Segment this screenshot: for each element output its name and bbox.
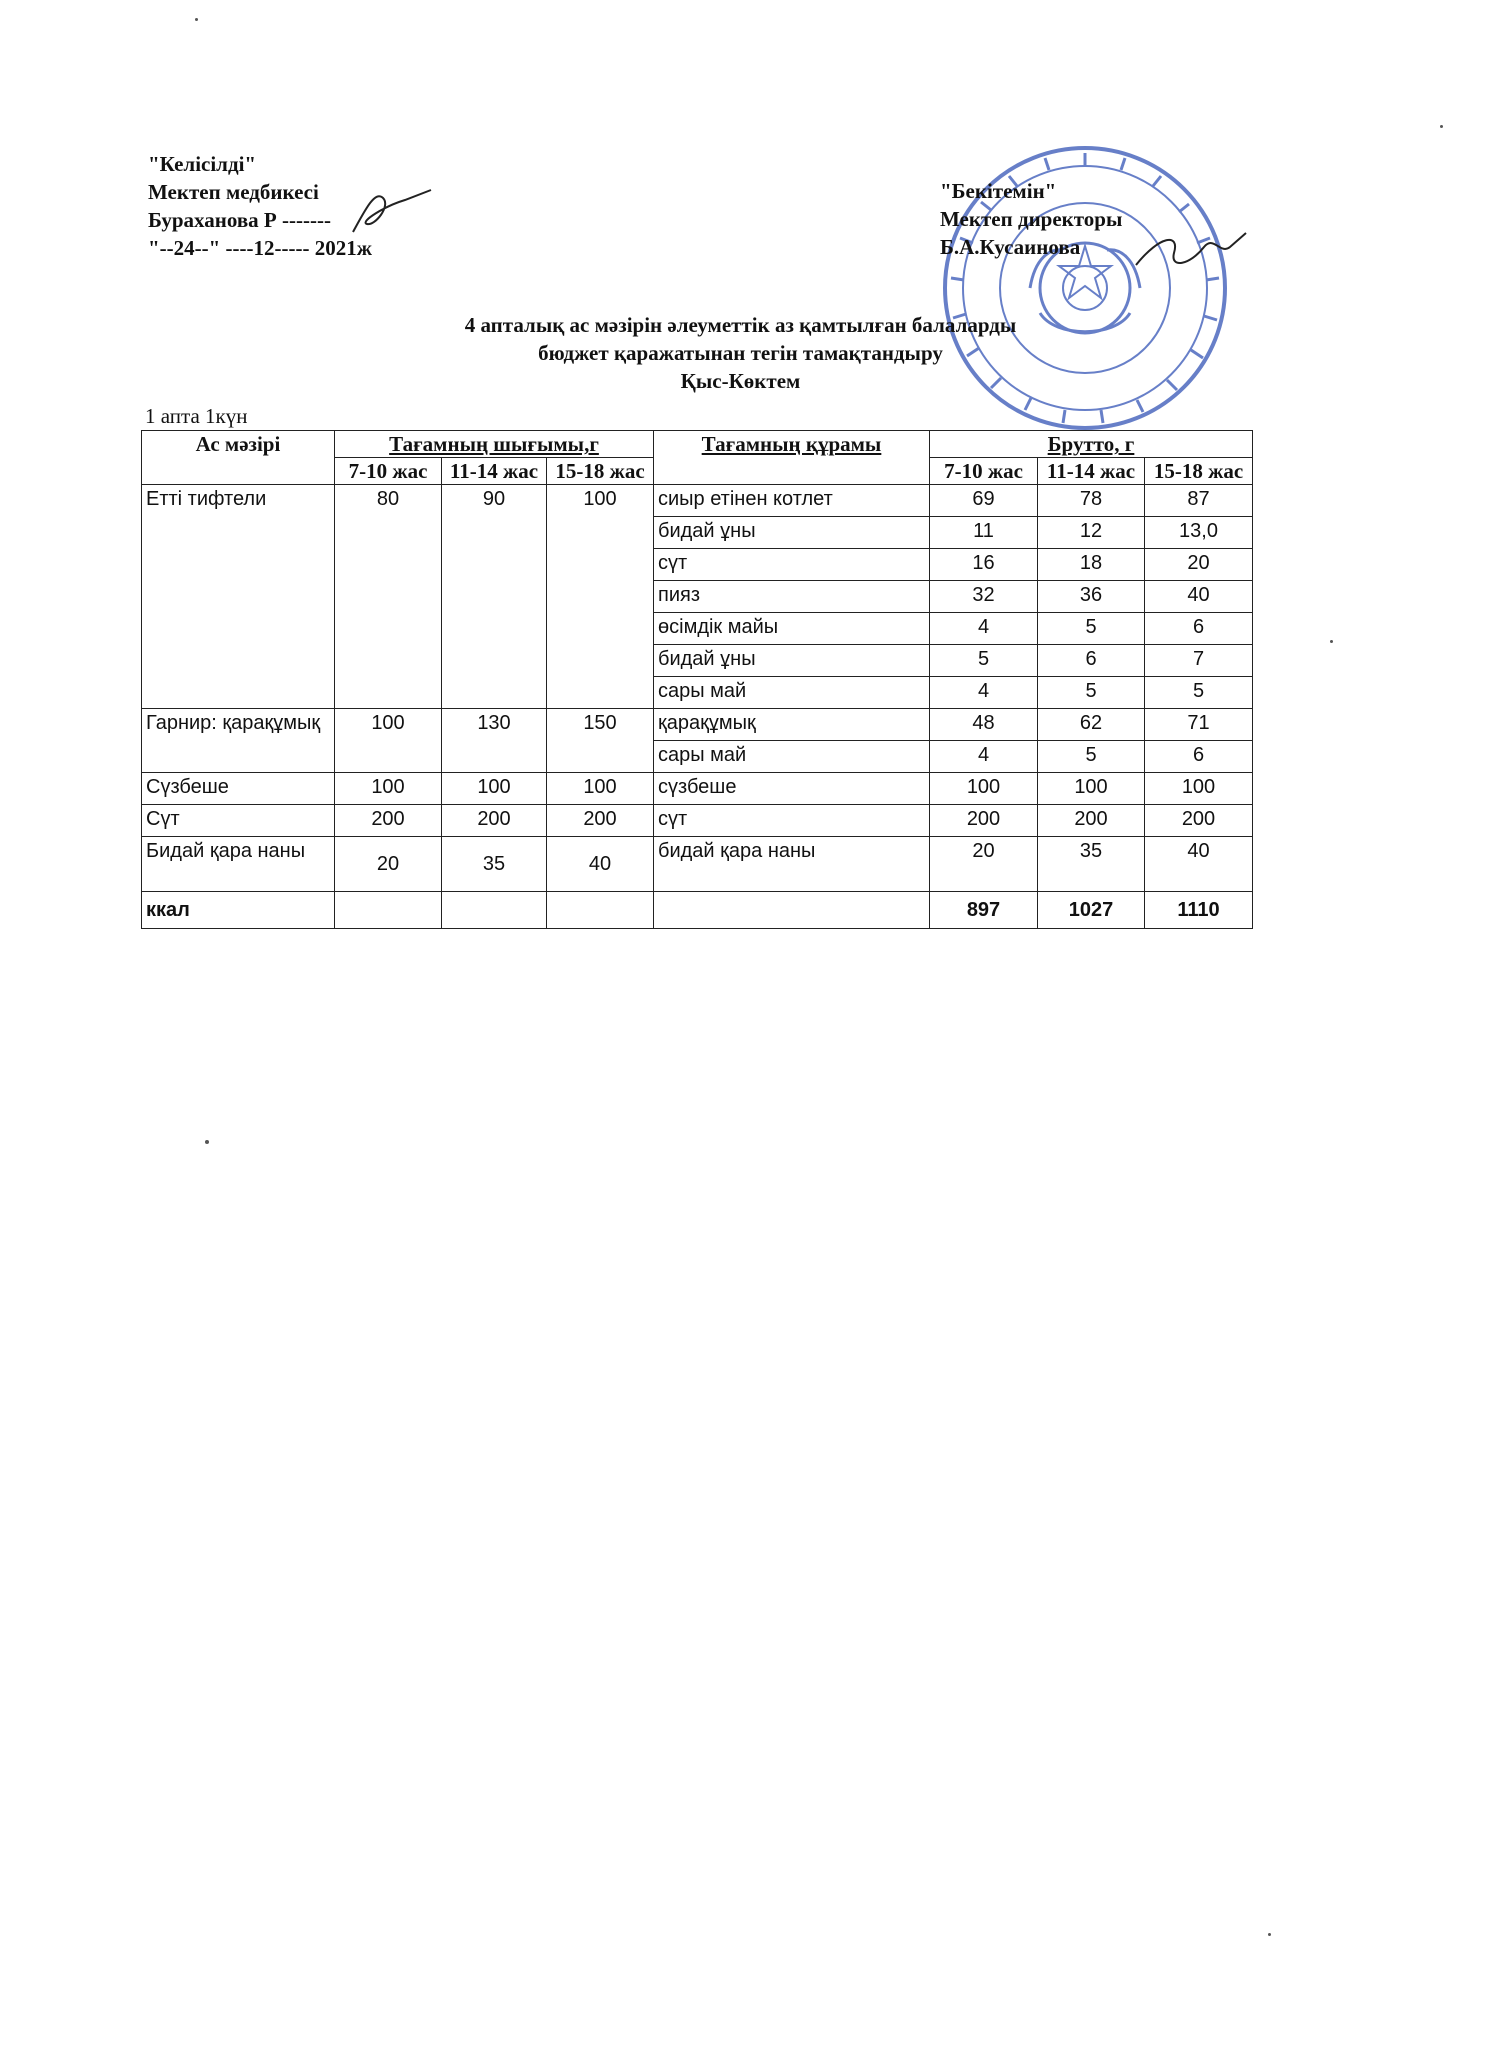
- dish-name: Гарнир: қарақұмық: [142, 709, 335, 773]
- ingredient-brutto: 6: [1145, 741, 1253, 773]
- ingredient-brutto: 5: [930, 645, 1038, 677]
- ingredient-brutto: 100: [1145, 773, 1253, 805]
- dish-output: 20: [335, 837, 442, 892]
- approval-right-name: Б.А.Кусаинова: [940, 235, 1081, 259]
- approval-left-role: Мектеп медбикесі: [148, 180, 319, 204]
- dish-output: 100: [547, 773, 654, 805]
- ingredient-brutto: 100: [1038, 773, 1145, 805]
- ingredient-brutto: 40: [1145, 581, 1253, 613]
- ingredient-name: бидай қара наны: [654, 837, 930, 892]
- empty-cell: [442, 892, 547, 929]
- total-kcal-11-14: 1027: [1038, 892, 1145, 929]
- dish-output: 150: [547, 709, 654, 773]
- dish-output: 40: [547, 837, 654, 892]
- director-signature: [1130, 225, 1250, 285]
- total-kcal-15-18: 1110: [1145, 892, 1253, 929]
- ingredient-brutto: 87: [1145, 485, 1253, 517]
- header-brutto-age-7-10: 7-10 жас: [930, 458, 1038, 485]
- nurse-signature: [345, 180, 435, 250]
- table-row: [142, 485, 1253, 517]
- dish-output: 130: [442, 709, 547, 773]
- ingredient-name: сары май: [654, 677, 930, 709]
- ingredient-name: пияз: [654, 581, 930, 613]
- dish-output: 100: [442, 773, 547, 805]
- table-row: [142, 837, 1253, 892]
- header-output: Тағамның шығымы,г: [335, 431, 654, 458]
- ingredient-brutto: 48: [930, 709, 1038, 741]
- dish-output: 100: [547, 485, 654, 709]
- empty-cell: [654, 892, 930, 929]
- empty-cell: [547, 892, 654, 929]
- ingredient-name: сары май: [654, 741, 930, 773]
- approval-left-name: Бураханова Р -------: [148, 208, 331, 232]
- header-brutto-age-15-18: 15-18 жас: [1145, 458, 1253, 485]
- ingredient-brutto: 36: [1038, 581, 1145, 613]
- dish-output: 100: [335, 709, 442, 773]
- ingredient-brutto: 62: [1038, 709, 1145, 741]
- ingredient-brutto: 11: [930, 517, 1038, 549]
- dish-name: Бидай қара наны: [142, 837, 335, 892]
- ingredient-brutto: 13,0: [1145, 517, 1253, 549]
- approval-right-block: [940, 177, 1122, 261]
- dish-output: 200: [335, 805, 442, 837]
- dish-output: 90: [442, 485, 547, 709]
- ingredient-brutto: 69: [930, 485, 1038, 517]
- table-row: [142, 805, 1253, 837]
- dish-name: Сүт: [142, 805, 335, 837]
- ingredient-brutto: 12: [1038, 517, 1145, 549]
- ingredient-brutto: 40: [1145, 837, 1253, 892]
- ingredient-brutto: 4: [930, 613, 1038, 645]
- ingredient-name: сиыр етінен котлет: [654, 485, 930, 517]
- ingredient-name: қарақұмық: [654, 709, 930, 741]
- scan-speck: [1330, 640, 1333, 643]
- scan-speck: [195, 18, 198, 21]
- approval-left-date: "--24--" ----12----- 2021ж: [148, 236, 372, 260]
- empty-cell: [335, 892, 442, 929]
- approval-right-role: Мектеп директоры: [940, 207, 1123, 231]
- ingredient-brutto: 100: [930, 773, 1038, 805]
- ingredient-name: бидай ұны: [654, 645, 930, 677]
- table-row: [142, 773, 1253, 805]
- ingredient-brutto: 35: [1038, 837, 1145, 892]
- header-brutto-age-11-14: 11-14 жас: [1038, 458, 1145, 485]
- ingredient-brutto: 5: [1038, 741, 1145, 773]
- ingredient-brutto: 18: [1038, 549, 1145, 581]
- day-label: 1 апта 1күн: [145, 404, 248, 428]
- ingredient-name: сүт: [654, 549, 930, 581]
- ingredient-brutto: 200: [1145, 805, 1253, 837]
- ingredient-brutto: 5: [1038, 677, 1145, 709]
- ingredient-brutto: 78: [1038, 485, 1145, 517]
- ingredient-name: өсімдік майы: [654, 613, 930, 645]
- menu-table: [141, 430, 1253, 929]
- ingredient-brutto: 5: [1038, 613, 1145, 645]
- table-row: [142, 709, 1253, 741]
- approval-left-block: [148, 150, 372, 262]
- dish-name: Сүзбеше: [142, 773, 335, 805]
- ingredient-brutto: 32: [930, 581, 1038, 613]
- ingredient-brutto: 71: [1145, 709, 1253, 741]
- document-title-line2: бюджет қаражатынан тегін тамақтандыру: [538, 341, 943, 365]
- ingredient-brutto: 6: [1145, 613, 1253, 645]
- ingredient-brutto: 200: [930, 805, 1038, 837]
- total-kcal-7-10: 897: [930, 892, 1038, 929]
- header-menu: Ас мәзірі: [142, 431, 335, 485]
- approval-right-title: "Бекітемін": [940, 179, 1057, 203]
- ingredient-name: бидай ұны: [654, 517, 930, 549]
- ingredient-brutto: 6: [1038, 645, 1145, 677]
- scan-speck: [205, 1140, 209, 1144]
- header-composition: Тағамның құрамы: [654, 431, 930, 485]
- header-output-age-11-14: 11-14 жас: [442, 458, 547, 485]
- dish-name: Етті тифтели: [142, 485, 335, 709]
- ingredient-brutto: 4: [930, 677, 1038, 709]
- table-header-row: [142, 431, 1253, 458]
- ingredient-brutto: 20: [930, 837, 1038, 892]
- document-title-line3: Қыс-Көктем: [680, 369, 801, 393]
- dish-output: 35: [442, 837, 547, 892]
- dish-output: 200: [547, 805, 654, 837]
- header-output-age-15-18: 15-18 жас: [547, 458, 654, 485]
- ingredient-brutto: 4: [930, 741, 1038, 773]
- ingredient-brutto: 16: [930, 549, 1038, 581]
- scan-speck: [1440, 125, 1443, 128]
- header-output-age-7-10: 7-10 жас: [335, 458, 442, 485]
- dish-output: 200: [442, 805, 547, 837]
- total-label: ккал: [142, 892, 335, 929]
- scan-speck: [1268, 1933, 1271, 1936]
- approval-left-title: "Келісілді": [148, 152, 257, 176]
- dish-output: 80: [335, 485, 442, 709]
- ingredient-name: сүт: [654, 805, 930, 837]
- ingredient-brutto: 20: [1145, 549, 1253, 581]
- dish-output: 100: [335, 773, 442, 805]
- ingredient-brutto: 5: [1145, 677, 1253, 709]
- header-brutto: Брутто, г: [930, 431, 1253, 458]
- ingredient-name: сүзбеше: [654, 773, 930, 805]
- ingredient-brutto: 200: [1038, 805, 1145, 837]
- total-row: [142, 892, 1253, 929]
- document-title-line1: 4 апталық ас мәзірін әлеуметтік аз қамтылған балаларды: [464, 313, 1017, 337]
- ingredient-brutto: 7: [1145, 645, 1253, 677]
